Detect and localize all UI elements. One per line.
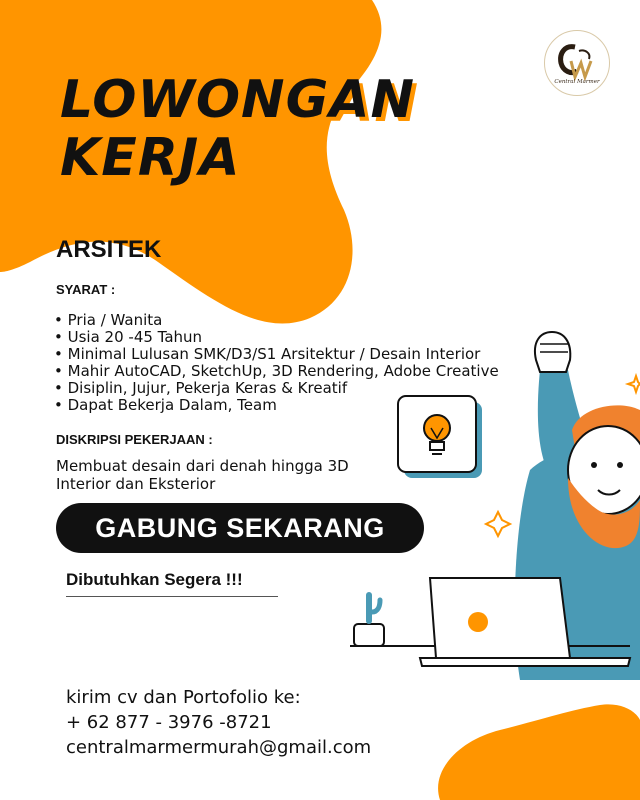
sparkle-icon <box>486 512 510 536</box>
requirement-item: • Mahir AutoCAD, SketchUp, 3D Rendering, Adobe Creative <box>54 363 499 380</box>
job-title: ARSITEK <box>56 236 162 263</box>
requirements-heading: SYARAT : <box>56 282 116 297</box>
illustration <box>340 320 640 680</box>
description-line-1: Membuat desain dari denah hingga 3D <box>56 457 349 475</box>
contact-phone[interactable]: + 62 877 - 3976 -8721 <box>66 712 272 733</box>
plant-icon <box>354 592 384 646</box>
join-now-button[interactable]: GABUNG SEKARANG <box>56 503 424 553</box>
urgent-note: Dibutuhkan Segera !!! <box>66 570 243 589</box>
headline-line-2: KERJA <box>60 128 241 188</box>
logo-text: Central Marmer <box>554 79 600 85</box>
description-heading: DISKRIPSI PEKERJAAN : <box>56 432 213 447</box>
sparkle-icon <box>628 376 640 392</box>
requirement-item: • Disiplin, Jujur, Pekerja Keras & Kreatif <box>54 380 499 397</box>
requirement-item: • Usia 20 -45 Tahun <box>54 329 499 346</box>
requirement-item: • Minimal Lulusan SMK/D3/S1 Arsitektur / Desain Interior <box>54 346 499 363</box>
company-logo <box>544 30 610 96</box>
requirement-item: • Pria / Wanita <box>54 312 499 329</box>
urgent-underline <box>66 596 278 597</box>
lightbulb-icon <box>398 396 482 478</box>
headline-line-1: LOWONGAN <box>60 70 416 130</box>
contact-email[interactable]: centralmarmermurah@gmail.com <box>66 737 372 758</box>
requirement-item: • Dapat Bekerja Dalam, Team <box>54 397 499 414</box>
cm-monogram-icon <box>545 31 609 95</box>
contact-intro: kirim cv dan Portofolio ke: <box>66 687 301 708</box>
orange-blob-bottom <box>420 700 640 800</box>
description-line-2: Interior dan Eksterior <box>56 475 216 493</box>
